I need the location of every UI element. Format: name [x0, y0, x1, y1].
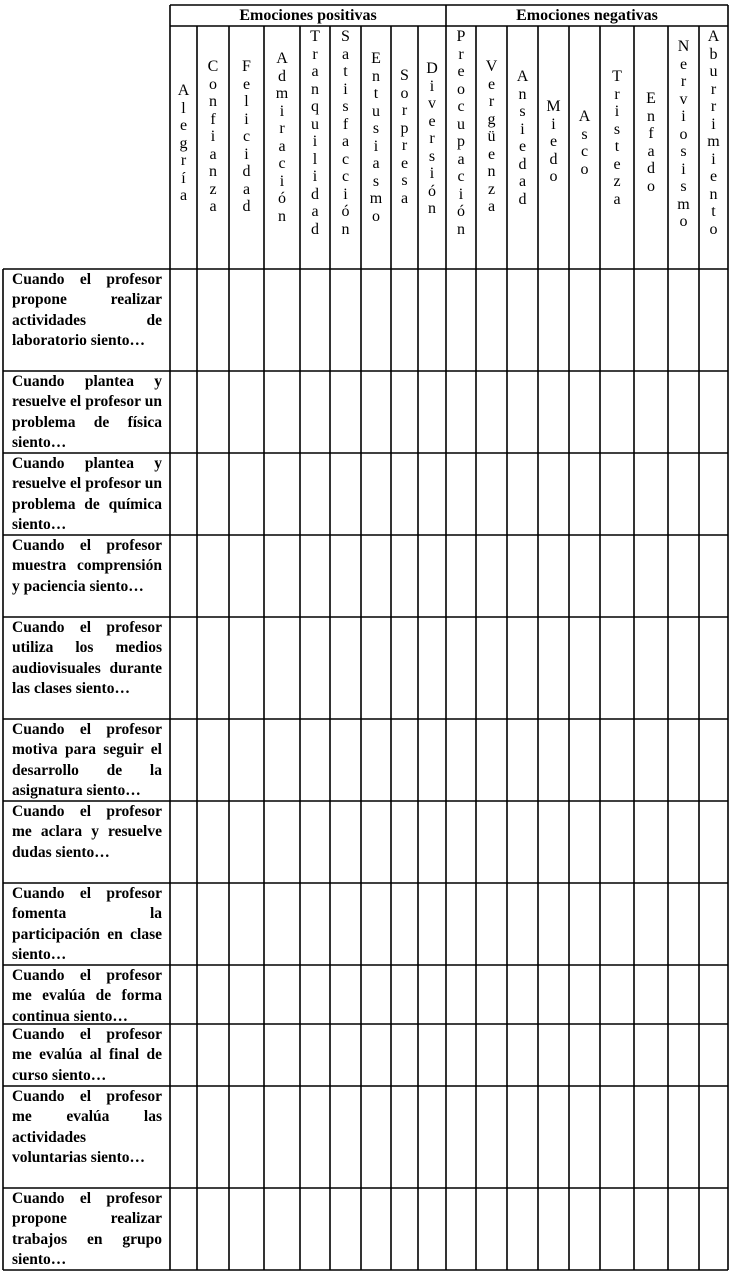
response-cell[interactable]	[361, 1188, 391, 1270]
response-cell[interactable]	[476, 617, 507, 719]
response-cell[interactable]	[538, 269, 569, 371]
statement-row-label: Cuando el profesor muestra comprensión y paciencia siento…	[12, 537, 162, 595]
response-cell[interactable]	[229, 535, 264, 617]
response-cell[interactable]	[569, 801, 600, 883]
response-cell[interactable]	[418, 453, 446, 535]
response-cell[interactable]	[264, 801, 300, 883]
response-cell[interactable]	[197, 965, 229, 1024]
response-cell[interactable]	[600, 1086, 634, 1188]
response-cell[interactable]	[330, 269, 361, 371]
response-cell[interactable]	[699, 371, 728, 453]
response-cell[interactable]	[668, 617, 699, 719]
response-cell[interactable]	[699, 535, 728, 617]
emotion-column-header: T r i s t e z a	[612, 68, 622, 208]
response-cell[interactable]	[170, 965, 197, 1024]
response-cell[interactable]	[361, 965, 391, 1024]
response-cell[interactable]	[197, 453, 229, 535]
response-cell[interactable]	[699, 719, 728, 801]
response-cell[interactable]	[197, 535, 229, 617]
response-cell[interactable]	[300, 1086, 330, 1188]
response-cell[interactable]	[600, 269, 634, 371]
response-cell[interactable]	[600, 965, 634, 1024]
response-cell[interactable]	[170, 269, 197, 371]
response-cell[interactable]	[538, 617, 569, 719]
response-cell[interactable]	[170, 1188, 197, 1270]
response-cell[interactable]	[300, 453, 330, 535]
response-cell[interactable]	[507, 801, 538, 883]
response-cell[interactable]	[391, 371, 418, 453]
response-cell[interactable]	[600, 883, 634, 965]
response-cell[interactable]	[197, 1188, 229, 1270]
response-cell[interactable]	[634, 535, 668, 617]
emotion-column-header: C o n f i a n z a	[207, 58, 219, 215]
response-cell[interactable]	[330, 1024, 361, 1086]
response-cell[interactable]	[229, 1024, 264, 1086]
response-cell[interactable]	[668, 1188, 699, 1270]
response-cell[interactable]	[361, 617, 391, 719]
response-cell[interactable]	[668, 453, 699, 535]
response-cell[interactable]	[507, 1086, 538, 1188]
response-cell[interactable]	[446, 617, 476, 719]
response-cell[interactable]	[634, 801, 668, 883]
response-cell[interactable]	[569, 883, 600, 965]
response-cell[interactable]	[600, 719, 634, 801]
response-cell[interactable]	[330, 617, 361, 719]
response-cell[interactable]	[634, 371, 668, 453]
response-cell[interactable]	[391, 453, 418, 535]
emotion-column-header: A d m i r a c i ó n	[275, 50, 289, 225]
response-cell[interactable]	[446, 269, 476, 371]
response-cell[interactable]	[197, 719, 229, 801]
response-cell[interactable]	[264, 965, 300, 1024]
response-cell[interactable]	[634, 965, 668, 1024]
response-cell[interactable]	[197, 883, 229, 965]
response-cell[interactable]	[361, 883, 391, 965]
response-cell[interactable]	[418, 719, 446, 801]
emotion-column-header: S o r p r e s a	[400, 67, 409, 207]
response-cell[interactable]	[634, 1188, 668, 1270]
response-cell[interactable]	[330, 801, 361, 883]
response-cell[interactable]	[507, 719, 538, 801]
response-cell[interactable]	[569, 371, 600, 453]
response-cell[interactable]	[476, 1086, 507, 1188]
response-cell[interactable]	[538, 801, 569, 883]
response-cell[interactable]	[668, 535, 699, 617]
response-cell[interactable]	[361, 1024, 391, 1086]
response-cell[interactable]	[170, 535, 197, 617]
response-cell[interactable]	[418, 1086, 446, 1188]
response-cell[interactable]	[699, 453, 728, 535]
response-cell[interactable]	[197, 617, 229, 719]
response-cell[interactable]	[538, 1024, 569, 1086]
response-cell[interactable]	[446, 1188, 476, 1270]
response-cell[interactable]	[634, 719, 668, 801]
response-cell[interactable]	[300, 371, 330, 453]
response-cell[interactable]	[476, 719, 507, 801]
emotion-column-header: F e l i c i d a d	[242, 58, 251, 215]
response-cell[interactable]	[507, 965, 538, 1024]
response-cell[interactable]	[300, 883, 330, 965]
response-cell[interactable]	[569, 1086, 600, 1188]
response-cell[interactable]	[330, 719, 361, 801]
emotion-column-header: A b u r r i m i e n t o	[707, 28, 720, 238]
response-cell[interactable]	[300, 535, 330, 617]
response-cell[interactable]	[418, 535, 446, 617]
response-cell[interactable]	[330, 1086, 361, 1188]
response-cell[interactable]	[391, 1024, 418, 1086]
response-cell[interactable]	[699, 1024, 728, 1086]
response-cell[interactable]	[538, 535, 569, 617]
response-cell[interactable]	[391, 269, 418, 371]
response-cell[interactable]	[507, 453, 538, 535]
response-cell[interactable]	[476, 883, 507, 965]
response-cell[interactable]	[361, 1086, 391, 1188]
response-cell[interactable]	[170, 801, 197, 883]
response-cell[interactable]	[391, 719, 418, 801]
statement-row-label: Cuando el profesor me aclara y resuelve dudas siento…	[12, 803, 162, 861]
response-cell[interactable]	[538, 371, 569, 453]
response-cell[interactable]	[170, 617, 197, 719]
response-cell[interactable]	[264, 1086, 300, 1188]
response-cell[interactable]	[300, 269, 330, 371]
response-cell[interactable]	[569, 1024, 600, 1086]
response-cell[interactable]	[699, 1188, 728, 1270]
response-cell[interactable]	[197, 1086, 229, 1188]
response-cell[interactable]	[418, 801, 446, 883]
response-cell[interactable]	[507, 269, 538, 371]
emotion-column-header: E n t u s i a s m o	[369, 50, 383, 225]
emotion-column-header: S a t i s f a c c i ó n	[341, 28, 350, 238]
response-cell[interactable]	[391, 535, 418, 617]
response-cell[interactable]	[264, 1188, 300, 1270]
response-cell[interactable]	[197, 371, 229, 453]
response-cell[interactable]	[569, 453, 600, 535]
response-cell[interactable]	[476, 371, 507, 453]
response-cell[interactable]	[361, 719, 391, 801]
emotion-column-header: V e r g ü e n z a	[485, 58, 498, 215]
statement-row-label: Cuando plantea y resuelve el profesor un problema de química siento…	[12, 455, 162, 534]
response-cell[interactable]	[229, 965, 264, 1024]
response-cell[interactable]	[538, 719, 569, 801]
response-cell[interactable]	[330, 883, 361, 965]
response-cell[interactable]	[446, 719, 476, 801]
response-cell[interactable]	[264, 269, 300, 371]
response-cell[interactable]	[600, 1188, 634, 1270]
response-cell[interactable]	[418, 617, 446, 719]
statement-row-label: Cuando el profesor propone realizar trabajos en grupo siento…	[12, 1190, 162, 1269]
response-cell[interactable]	[446, 1024, 476, 1086]
response-cell[interactable]	[668, 883, 699, 965]
response-cell[interactable]	[391, 801, 418, 883]
response-cell[interactable]	[391, 1086, 418, 1188]
response-cell[interactable]	[197, 1024, 229, 1086]
response-cell[interactable]	[330, 453, 361, 535]
response-cell[interactable]	[538, 1086, 569, 1188]
statement-row-label: Cuando el profesor fomenta la participación en clase siento…	[12, 885, 162, 964]
emotion-column-header: A l e g r í a	[177, 82, 190, 204]
response-cell[interactable]	[634, 453, 668, 535]
response-cell[interactable]	[330, 535, 361, 617]
response-cell[interactable]	[446, 801, 476, 883]
response-cell[interactable]	[538, 453, 569, 535]
response-cell[interactable]	[668, 1024, 699, 1086]
statement-row-label: Cuando el profesor me evalúa de forma continua siento…	[12, 967, 162, 1025]
response-cell[interactable]	[634, 1024, 668, 1086]
response-cell[interactable]	[569, 269, 600, 371]
response-cell[interactable]	[668, 371, 699, 453]
response-cell[interactable]	[361, 269, 391, 371]
response-cell[interactable]	[170, 1086, 197, 1188]
statement-row-label: Cuando el profesor me evalúa las actividades voluntarias siento…	[12, 1088, 162, 1167]
response-cell[interactable]	[229, 453, 264, 535]
response-cell[interactable]	[507, 535, 538, 617]
response-cell[interactable]	[170, 883, 197, 965]
response-cell[interactable]	[361, 453, 391, 535]
response-cell[interactable]	[476, 965, 507, 1024]
response-cell[interactable]	[391, 883, 418, 965]
emotion-column-header: A s c o	[578, 108, 591, 178]
response-cell[interactable]	[229, 1188, 264, 1270]
group-header-negative: Emociones negativas	[516, 7, 658, 24]
emotion-column-header: E n f a d o	[646, 90, 656, 195]
response-cell[interactable]	[300, 965, 330, 1024]
response-cell[interactable]	[391, 1188, 418, 1270]
response-cell[interactable]	[418, 965, 446, 1024]
response-cell[interactable]	[668, 801, 699, 883]
response-cell[interactable]	[476, 535, 507, 617]
response-cell[interactable]	[361, 371, 391, 453]
response-cell[interactable]	[391, 617, 418, 719]
response-cell[interactable]	[418, 883, 446, 965]
response-cell[interactable]	[197, 801, 229, 883]
response-cell[interactable]	[264, 1024, 300, 1086]
response-cell[interactable]	[300, 1024, 330, 1086]
response-cell[interactable]	[264, 535, 300, 617]
response-cell[interactable]	[699, 883, 728, 965]
response-cell[interactable]	[300, 801, 330, 883]
response-cell[interactable]	[600, 371, 634, 453]
response-cell[interactable]	[330, 371, 361, 453]
response-cell[interactable]	[668, 1086, 699, 1188]
response-cell[interactable]	[699, 1086, 728, 1188]
response-cell[interactable]	[229, 371, 264, 453]
response-cell[interactable]	[538, 883, 569, 965]
response-cell[interactable]	[569, 965, 600, 1024]
response-cell[interactable]	[538, 965, 569, 1024]
response-cell[interactable]	[476, 269, 507, 371]
response-cell[interactable]	[229, 617, 264, 719]
response-cell[interactable]	[507, 883, 538, 965]
response-cell[interactable]	[699, 269, 728, 371]
response-cell[interactable]	[446, 535, 476, 617]
response-cell[interactable]	[229, 1086, 264, 1188]
response-cell[interactable]	[446, 883, 476, 965]
response-cell[interactable]	[446, 453, 476, 535]
response-cell[interactable]	[634, 883, 668, 965]
emotion-column-header: P r e o c u p a c i ó n	[456, 28, 466, 238]
group-header-positive: Emociones positivas	[239, 7, 377, 24]
response-cell[interactable]	[634, 269, 668, 371]
response-cell[interactable]	[634, 617, 668, 719]
response-cell[interactable]	[229, 719, 264, 801]
response-cell[interactable]	[699, 801, 728, 883]
response-cell[interactable]	[330, 965, 361, 1024]
response-cell[interactable]	[600, 617, 634, 719]
response-cell[interactable]	[229, 269, 264, 371]
response-cell[interactable]	[507, 371, 538, 453]
response-cell[interactable]	[264, 719, 300, 801]
statement-row-label: Cuando el profesor motiva para seguir el desarrollo de la asignatura siento…	[12, 721, 162, 800]
response-cell[interactable]	[418, 269, 446, 371]
response-cell[interactable]	[569, 535, 600, 617]
response-cell[interactable]	[391, 965, 418, 1024]
response-cell[interactable]	[600, 453, 634, 535]
response-cell[interactable]	[600, 535, 634, 617]
response-cell[interactable]	[569, 617, 600, 719]
emotion-column-header: M i e d o	[546, 98, 561, 185]
response-cell[interactable]	[170, 371, 197, 453]
response-cell[interactable]	[330, 1188, 361, 1270]
response-cell[interactable]	[668, 965, 699, 1024]
response-cell[interactable]	[668, 719, 699, 801]
emotion-column-header: D i v e r s i ó n	[426, 60, 438, 217]
response-cell[interactable]	[170, 719, 197, 801]
response-cell[interactable]	[699, 617, 728, 719]
response-cell[interactable]	[418, 1024, 446, 1086]
response-cell[interactable]	[361, 535, 391, 617]
statement-row-label: Cuando plantea y resuelve el profesor un problema de física siento…	[12, 373, 162, 452]
response-cell[interactable]	[634, 1086, 668, 1188]
emotion-column-header: T r a n q u i l i d a d	[310, 28, 320, 238]
response-cell[interactable]	[264, 371, 300, 453]
response-cell[interactable]	[507, 1188, 538, 1270]
response-cell[interactable]	[300, 719, 330, 801]
response-cell[interactable]	[600, 1024, 634, 1086]
response-cell[interactable]	[538, 1188, 569, 1270]
emotion-column-header: A n s i e d a d	[516, 68, 529, 208]
response-cell[interactable]	[476, 1188, 507, 1270]
response-cell[interactable]	[668, 269, 699, 371]
response-cell[interactable]	[197, 269, 229, 371]
response-cell[interactable]	[418, 371, 446, 453]
response-cell[interactable]	[446, 1086, 476, 1188]
response-cell[interactable]	[600, 801, 634, 883]
response-cell[interactable]	[229, 801, 264, 883]
response-cell[interactable]	[229, 883, 264, 965]
response-cell[interactable]	[264, 617, 300, 719]
statement-row-label: Cuando el profesor utiliza los medios audiovisuales durante las clases siento…	[12, 619, 162, 698]
response-cell[interactable]	[569, 719, 600, 801]
response-cell[interactable]	[507, 617, 538, 719]
response-cell[interactable]	[300, 1188, 330, 1270]
response-cell[interactable]	[264, 453, 300, 535]
emotion-column-header: N e r v i o s i s m o	[677, 38, 690, 230]
response-cell[interactable]	[170, 453, 197, 535]
response-cell[interactable]	[699, 965, 728, 1024]
response-cell[interactable]	[300, 617, 330, 719]
statement-row-label: Cuando el profesor propone realizar actividades de laboratorio siento…	[12, 271, 162, 350]
response-cell[interactable]	[569, 1188, 600, 1270]
response-cell[interactable]	[507, 1024, 538, 1086]
response-cell[interactable]	[170, 1024, 197, 1086]
response-cell[interactable]	[361, 801, 391, 883]
response-cell[interactable]	[264, 883, 300, 965]
response-cell[interactable]	[418, 1188, 446, 1270]
statement-row-label: Cuando el profesor me evalúa al final de curso siento…	[12, 1026, 162, 1084]
response-cell[interactable]	[446, 371, 476, 453]
response-cell[interactable]	[476, 1024, 507, 1086]
response-cell[interactable]	[476, 453, 507, 535]
response-cell[interactable]	[476, 801, 507, 883]
response-cell[interactable]	[446, 965, 476, 1024]
